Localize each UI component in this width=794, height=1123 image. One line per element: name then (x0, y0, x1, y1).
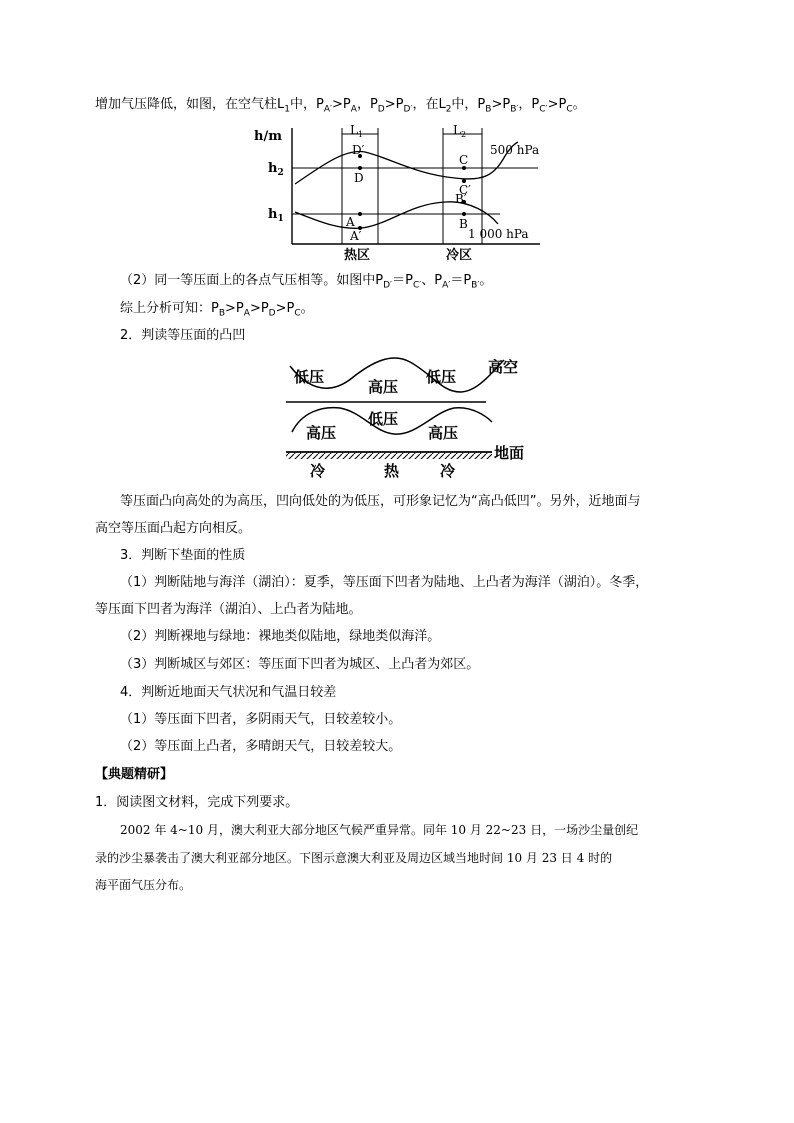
material-line-1: 2002 年 4~10 月，澳大利亚大部分地区气候严重异常。同年 10 月 22~23 日，一场沙尘量创纪 (120, 823, 639, 837)
high-air-label: 高空 (488, 358, 519, 376)
point-b1-label: B′ (455, 192, 467, 206)
l1-label: $L_1$ (350, 123, 364, 139)
point-d (358, 166, 362, 170)
top-low-left: 低压 (294, 368, 325, 386)
item-3-3: （3）判断城区与郊区：等压面下凹者为城区、上凸者为郊区。 (120, 657, 480, 672)
item-3-2: （2）判断裸地与绿地：裸地类似陆地，绿地类似海洋。 (120, 629, 441, 644)
top-high-mid: 高压 (368, 378, 399, 396)
h1-label: $h_1$ (268, 207, 284, 224)
point-a1-label: A′ (350, 229, 362, 243)
isobar-1000-label: 1 000 hPa (468, 227, 529, 241)
point-b (462, 212, 466, 216)
heading-4: 4．判断近地面天气状况和气温日较差 (120, 685, 337, 700)
cold-right: 冷 (440, 462, 456, 480)
point-a-label: A (346, 215, 355, 229)
top-low-right: 低压 (426, 368, 457, 386)
conclusion-line: 综上分析可知：$P_B>P_A>P_D>P_C$。 (120, 301, 314, 319)
material-line-2: 录的沙尘暴袭击了澳大利亚部分地区。下图示意澳大利亚及周边区域当地时间 10 月 23 日 4 时的 (95, 851, 613, 865)
heading-3: 3．判断下垫面的性质 (120, 548, 246, 563)
equal-pressure-line: （2）同一等压面上的各点气压相等。如图中$P_{D'}=P_{C'}$、$P_{A'}=P_{B'}$。 (120, 273, 493, 291)
section-title: 【典题精研】 (95, 767, 174, 782)
point-c-label: C (459, 153, 469, 167)
question-1: 1．阅读图文材料，完成下列要求。 (95, 795, 299, 810)
bot-low-mid: 低压 (368, 410, 399, 428)
zone-cold-label: 冷区 (446, 248, 473, 262)
ground-label: 地面 (494, 444, 525, 462)
convex-concave-diagram (282, 352, 538, 480)
item-3-1a: （1）判断陆地与海洋（湖泊）：夏季，等压面下凹者为陆地、上凸者为海洋（湖泊）。冬季， (120, 575, 649, 590)
bot-high-right: 高压 (428, 424, 459, 442)
point-d1-label: D′ (352, 143, 365, 157)
paragraph-convex-1: 等压面凸向高处的为高压，凹向低处的为低压，可形象记忆为“高凸低凹”。另外，近地面与 (120, 494, 641, 509)
paragraph-convex-2: 高空等压面凸起方向相反。 (95, 521, 252, 536)
hot-mid: 热 (384, 462, 400, 480)
item-3-1b: 等压面下凹者为海洋（湖泊）、上凸者为陆地。 (95, 602, 362, 617)
l2-label: $L_2$ (453, 123, 467, 139)
y-axis-label: h/m (254, 129, 282, 144)
heading-2: 2．判读等压面的凸凹 (120, 328, 246, 343)
point-d-label: D (354, 171, 364, 185)
point-a (358, 212, 362, 216)
point-b-label: B (459, 217, 468, 231)
point-c1-label: C′ (459, 183, 471, 197)
zone-hot-label: 热区 (344, 248, 371, 262)
isobar-column-diagram (250, 122, 580, 262)
bot-high-left: 高压 (306, 424, 337, 442)
item-4-2: （2）等压面上凸者，多晴朗天气，日较差较大。 (120, 739, 402, 754)
intro-line: 增加气压降低，如图，在空气柱$L_1$中，$P_{A'}>P_A$，$P_D>P_{D'}$，在$L_2$中，$P_B>P_{B'}$，$P_{C'}>P_C$。 (95, 97, 586, 115)
isobar-500-label: 500 hPa (490, 143, 540, 157)
material-line-3: 海平面气压分布。 (95, 878, 192, 892)
item-4-1: （1）等压面下凹者，多阴雨天气，日较差较小。 (120, 712, 402, 727)
cold-left: 冷 (310, 462, 326, 480)
h2-label: $h_2$ (268, 161, 284, 178)
